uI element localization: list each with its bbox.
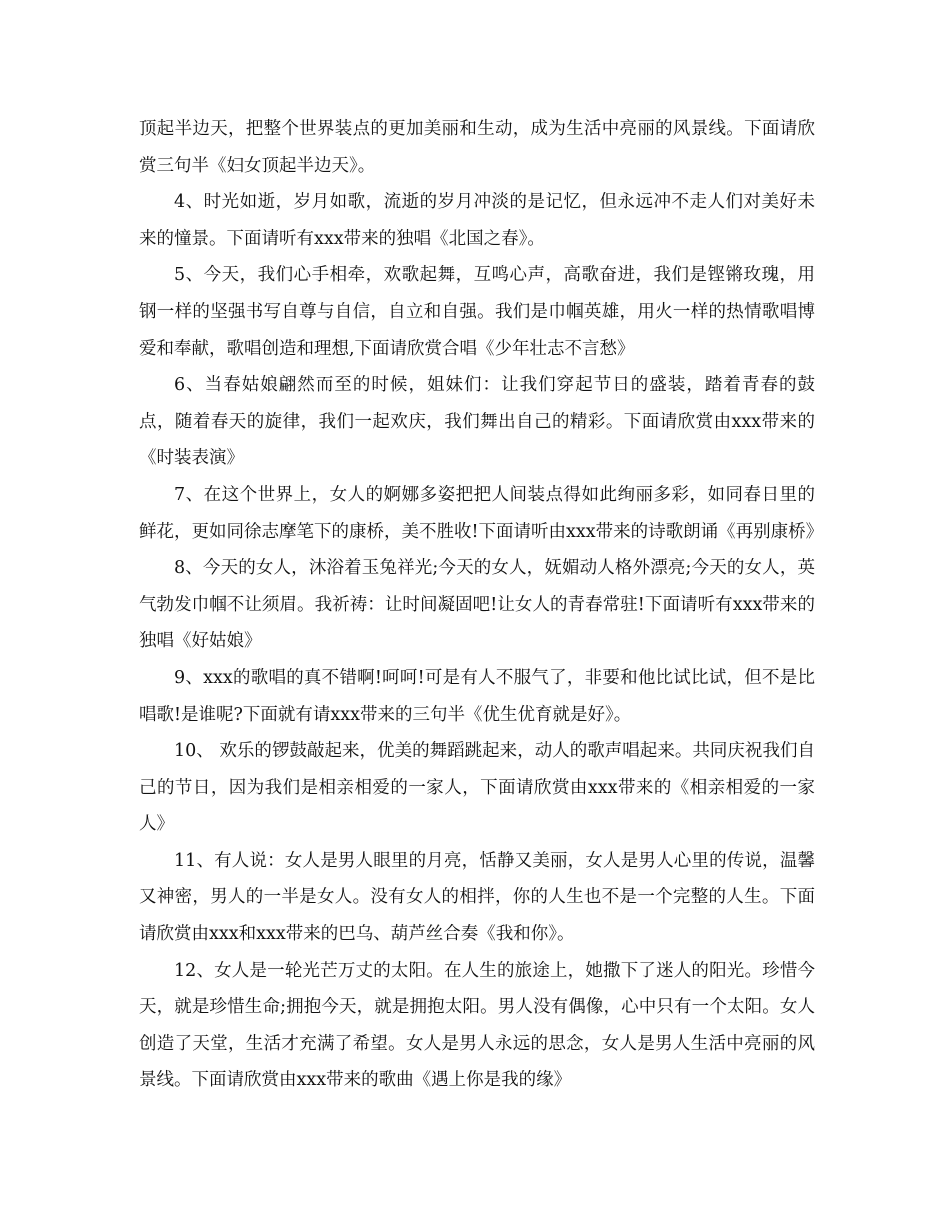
- paragraph-item-12: 12、女人是一轮光芒万丈的太阳。在人生的旅途上，她撒下了迷人的阳光。珍惜今天，就是珍惜生命;拥抱今天，就是拥抱太阳。男人没有偶像，心中只有一个太阳。女人创造了天堂，生活才充满了希望。女人是男人永远的思念，女人是男人生活中亮丽的风景线。下面请欣赏由xxx带来的歌曲《遇上你是我的缘》: [139, 960, 815, 1091]
- paragraph-item-11: 11、有人说：女人是男人眼里的月亮，恬静又美丽，女人是男人心里的传说，温馨又神密，男人的一半是女人。没有女人的相拌，你的人生也不是一个完整的人生。下面请欣赏由xxx和xxx带来的巴乌、葫芦丝合奏《我和你》。: [139, 850, 815, 945]
- paragraph-item-8: 8、今天的女人，沐浴着玉兔祥光;今天的女人，妩媚动人格外漂亮;今天的女人，英气勃发巾帼不让须眉。我祈祷：让时间凝固吧!让女人的青春常驻!下面请听有xxx带来的独唱《好姑娘》: [139, 558, 815, 652]
- paragraph-item-7: 7、在这个世界上，女人的婀娜多姿把把人间装点得如此绚丽多彩，如同春日里的鲜花，更如同徐志摩笔下的康桥，美不胜收!下面请听由xxx带来的诗歌朗诵《再别康桥》: [139, 484, 824, 542]
- paragraph-item-5: 5、今天，我们心手相牵，欢歌起舞，互鸣心声，高歌奋进，我们是铿锵玫瑰，用钢一样的坚强书写自尊与自信，自立和自强。我们是巾帼英雄，用火一样的热情歌唱博爱和奉献，歌唱创造和理想,下面请欣赏合唱《少年壮志不言愁》: [139, 265, 815, 359]
- paragraph-item-6: 6、当春姑娘翩然而至的时候，姐妹们：让我们穿起节日的盛装，踏着青春的鼓点，随着春天的旋律，我们一起欢庆，我们舞出自己的精彩。下面请欣赏由xxx带来的《时装表演》: [139, 375, 815, 469]
- paragraph-item-10: 10、 欢乐的锣鼓敲起来，优美的舞蹈跳起来，动人的歌声唱起来。共同庆祝我们自己的节日，因为我们是相亲相爱的一家人，下面请欣赏由xxx带来的《相亲相爱的一家人》: [139, 741, 815, 835]
- paragraph-continuation: 顶起半边天，把整个世界装点的更加美丽和生动，成为生活中亮丽的风景线。下面请欣赏三句半《妇女顶起半边天》。: [139, 119, 815, 176]
- paragraph-item-9: 9、xxx的歌唱的真不错啊!呵呵!可是有人不服气了，非要和他比试比试，但不是比唱歌!是谁呢?下面就有请xxx带来的三句半《优生优育就是好》。: [139, 667, 815, 725]
- paragraph-item-4: 4、时光如逝，岁月如歌，流逝的岁月冲淡的是记忆，但永远冲不走人们对美好未来的憧景。下面请听有xxx带来的独唱《北国之春》。: [139, 192, 815, 249]
- document-body: [139, 111, 824, 1099]
